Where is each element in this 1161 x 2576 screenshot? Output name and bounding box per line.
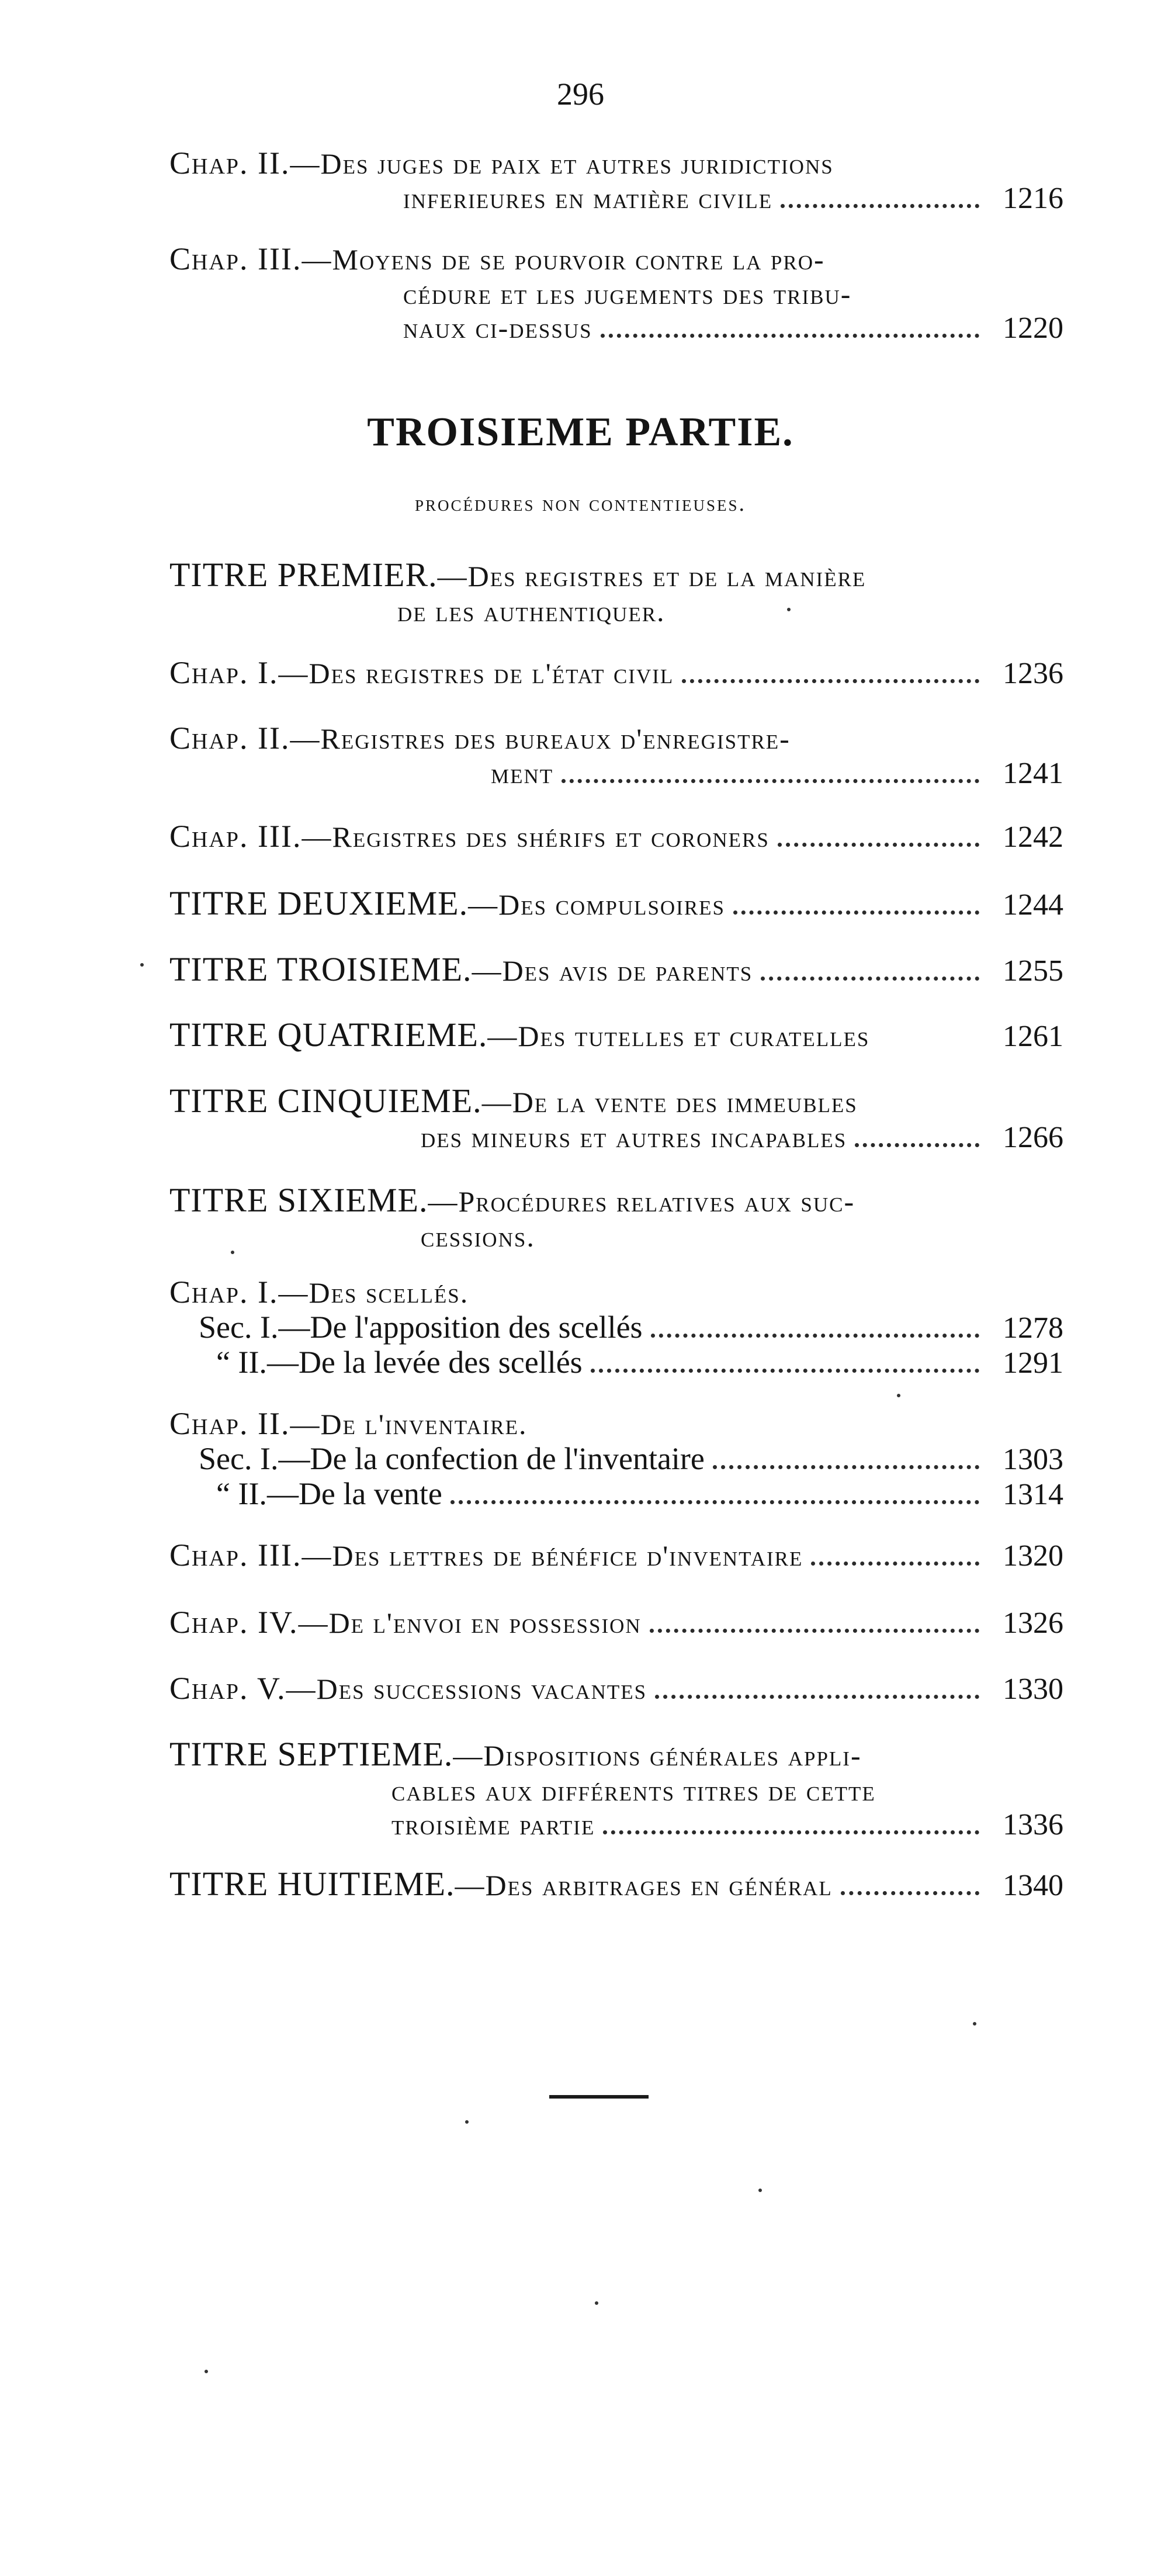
entry-text: —De la vente des immeubles [481,1086,858,1119]
entry-text: —Des juges de paix et autres juridictions [290,147,834,180]
toc-entry-t6-c2-sec1 [169,1441,1063,1477]
entry-text: —Des registres et de la manière [437,560,867,593]
toc-entry-titre-sixieme [169,1180,1063,1254]
entry-label: TITRE QUATRIEME. [169,1016,488,1054]
entry-text: —Des tutelles et curatelles [487,1020,870,1052]
entry-label: Chap. III. [169,241,302,276]
entry-text: cédure et les jugements des tribu- [403,278,852,310]
entry-label: Chap. II. [169,1406,290,1441]
toc-entry-t1-chap1 [169,655,1063,691]
entry-text: naux ci-dessus [403,311,592,344]
toc-entry-titre-troisieme [169,950,1063,989]
entry-page: 1291 [1003,1346,1063,1380]
entry-text: —Registres des shérifs et coroners [301,820,770,853]
toc-entry-chap2-juges [169,145,1063,216]
dot-leader [591,1369,979,1373]
entry-label: “ II. [216,1345,267,1380]
entry-text: cables aux différents titres de cette [391,1774,876,1807]
ink-speck [595,2301,598,2305]
ink-speck [231,1251,234,1254]
entry-label: TITRE DEUXIEME. [169,884,469,922]
entry-page: 1278 [1003,1311,1063,1345]
entry-text: —Moyens de se pourvoir contre la pro- [301,243,825,276]
dot-leader [781,204,979,208]
end-rule [549,2095,649,2099]
ink-speck [787,608,791,611]
dot-leader [650,1629,979,1633]
part-title: TROISIEME PARTIE. [367,410,794,455]
entry-label: Chap. IV. [169,1605,299,1640]
toc-entry-t6-chap5 [169,1670,1063,1706]
ink-speck [140,963,144,967]
entry-label: Chap. V. [169,1671,286,1706]
entry-text: —Des lettres de bénéfice d'inventaire [301,1539,803,1572]
entry-text: cessions. [421,1220,535,1253]
entry-text: troisième partie [391,1808,595,1841]
toc-entry-titre-quatrieme [169,1015,1063,1054]
entry-text: —De l'apposition des scellés [278,1310,643,1345]
dot-leader [778,843,979,847]
dot-leader [855,1143,979,1147]
toc-entry-titre-septieme [169,1734,1063,1842]
entry-page: 1303 [1003,1443,1063,1476]
entry-page: 1255 [1003,954,1063,988]
toc-entry-t1-chap2 [169,720,1063,791]
dot-leader [655,1695,979,1699]
ink-speck [897,1394,900,1397]
entry-text: —Des compulsoires [468,888,726,921]
entry-text: —Procédures relatives aux suc- [428,1185,855,1218]
entry-text: —Des avis de parents [472,954,753,987]
entry-page: 1266 [1003,1121,1063,1154]
entry-text: —Des successions vacantes [286,1673,647,1705]
entry-text: —Des arbitrages en général [455,1869,833,1902]
entry-page: 1261 [1003,1020,1063,1053]
ink-speck [205,2370,208,2373]
toc-entry-t6-c1-sec1 [169,1309,1063,1345]
entry-text: —De la confection de l'inventaire [278,1441,705,1476]
entry-label: Sec. I. [199,1441,279,1476]
entry-label: TITRE SEPTIEME. [169,1735,453,1773]
entry-label: Chap. II. [169,146,290,181]
entry-label: Chap. II. [169,721,290,756]
toc-entry-t1-chap3 [169,818,1063,854]
entry-page: 1242 [1003,820,1063,854]
dot-leader [811,1561,979,1566]
ink-speck [758,2189,762,2192]
entry-page: 1326 [1003,1606,1063,1640]
entry-page: 1330 [1003,1673,1063,1706]
page-number: 296 [557,77,604,112]
entry-page: 1220 [1003,311,1063,345]
entry-label: TITRE PREMIER. [169,556,438,594]
toc-entry-t6-chap1 [169,1274,1063,1310]
entry-label: Chap. I. [169,655,279,690]
entry-page: 1320 [1003,1539,1063,1573]
entry-label: “ II. [216,1476,267,1511]
entry-page: 1236 [1003,657,1063,690]
entry-label: Chap. III. [169,819,302,854]
entry-page: 1241 [1003,757,1063,790]
toc-entry-chap3-moyens [169,241,1063,345]
dot-leader [450,1500,979,1504]
entry-text: —De l'inventaire. [290,1408,528,1441]
entry-text: —Registres des bureaux d'enregistre- [290,722,791,755]
entry-text: —Des scellés. [278,1276,469,1309]
entry-label: Sec. I. [199,1310,279,1345]
entry-label: TITRE HUITIEME. [169,1865,455,1903]
toc-entry-t6-chap3 [169,1537,1063,1573]
dot-leader [761,977,979,981]
entry-page: 1244 [1003,888,1063,922]
entry-text: —De la levée des scellés [266,1345,583,1380]
part-subtitle: procédures non contentieuses. [414,491,747,516]
entry-label: Chap. I. [169,1275,279,1310]
entry-text: des mineurs et autres incapables [421,1121,847,1154]
entry-page: 1336 [1003,1808,1063,1841]
dot-leader [841,1891,979,1895]
entry-text: —De l'envoi en possession [298,1606,642,1639]
entry-page: 1340 [1003,1869,1063,1902]
entry-text: inferieures en matière civile [403,182,773,214]
entry-page: 1216 [1003,182,1063,215]
entry-page: 1314 [1003,1478,1063,1511]
toc-entry-titre-deuxieme [169,884,1063,923]
entry-text: —Dispositions générales appli- [453,1739,862,1772]
toc-entry-titre-premier [169,555,1063,628]
toc-entry-titre-cinquieme [169,1081,1063,1155]
dot-leader [601,334,979,338]
entry-label: Chap. III. [169,1538,302,1573]
ink-speck [465,2120,469,2124]
entry-text: ment [491,757,554,790]
dot-leader [651,1334,979,1338]
entry-label: TITRE CINQUIEME. [169,1082,482,1120]
toc-entry-t6-c1-sec2 [169,1344,1063,1380]
entry-label: TITRE SIXIEME. [169,1181,428,1219]
dot-leader [733,910,979,915]
entry-text: —De la vente [266,1476,442,1511]
ink-speck [973,2022,976,2026]
toc-entry-t6-c2-sec2 [169,1476,1063,1512]
entry-text: de les authentiquer. [397,595,666,628]
dot-leader [682,679,979,683]
dot-leader [603,1830,979,1834]
entry-label: TITRE TROISIEME. [169,950,472,988]
toc-entry-titre-huitieme [169,1864,1063,1903]
toc-entry-t6-chap2 [169,1405,1063,1442]
dot-leader [562,779,979,783]
entry-text: —Des registres de l'état civil [278,657,674,690]
toc-entry-t6-chap4 [169,1604,1063,1640]
dot-leader [713,1465,979,1469]
